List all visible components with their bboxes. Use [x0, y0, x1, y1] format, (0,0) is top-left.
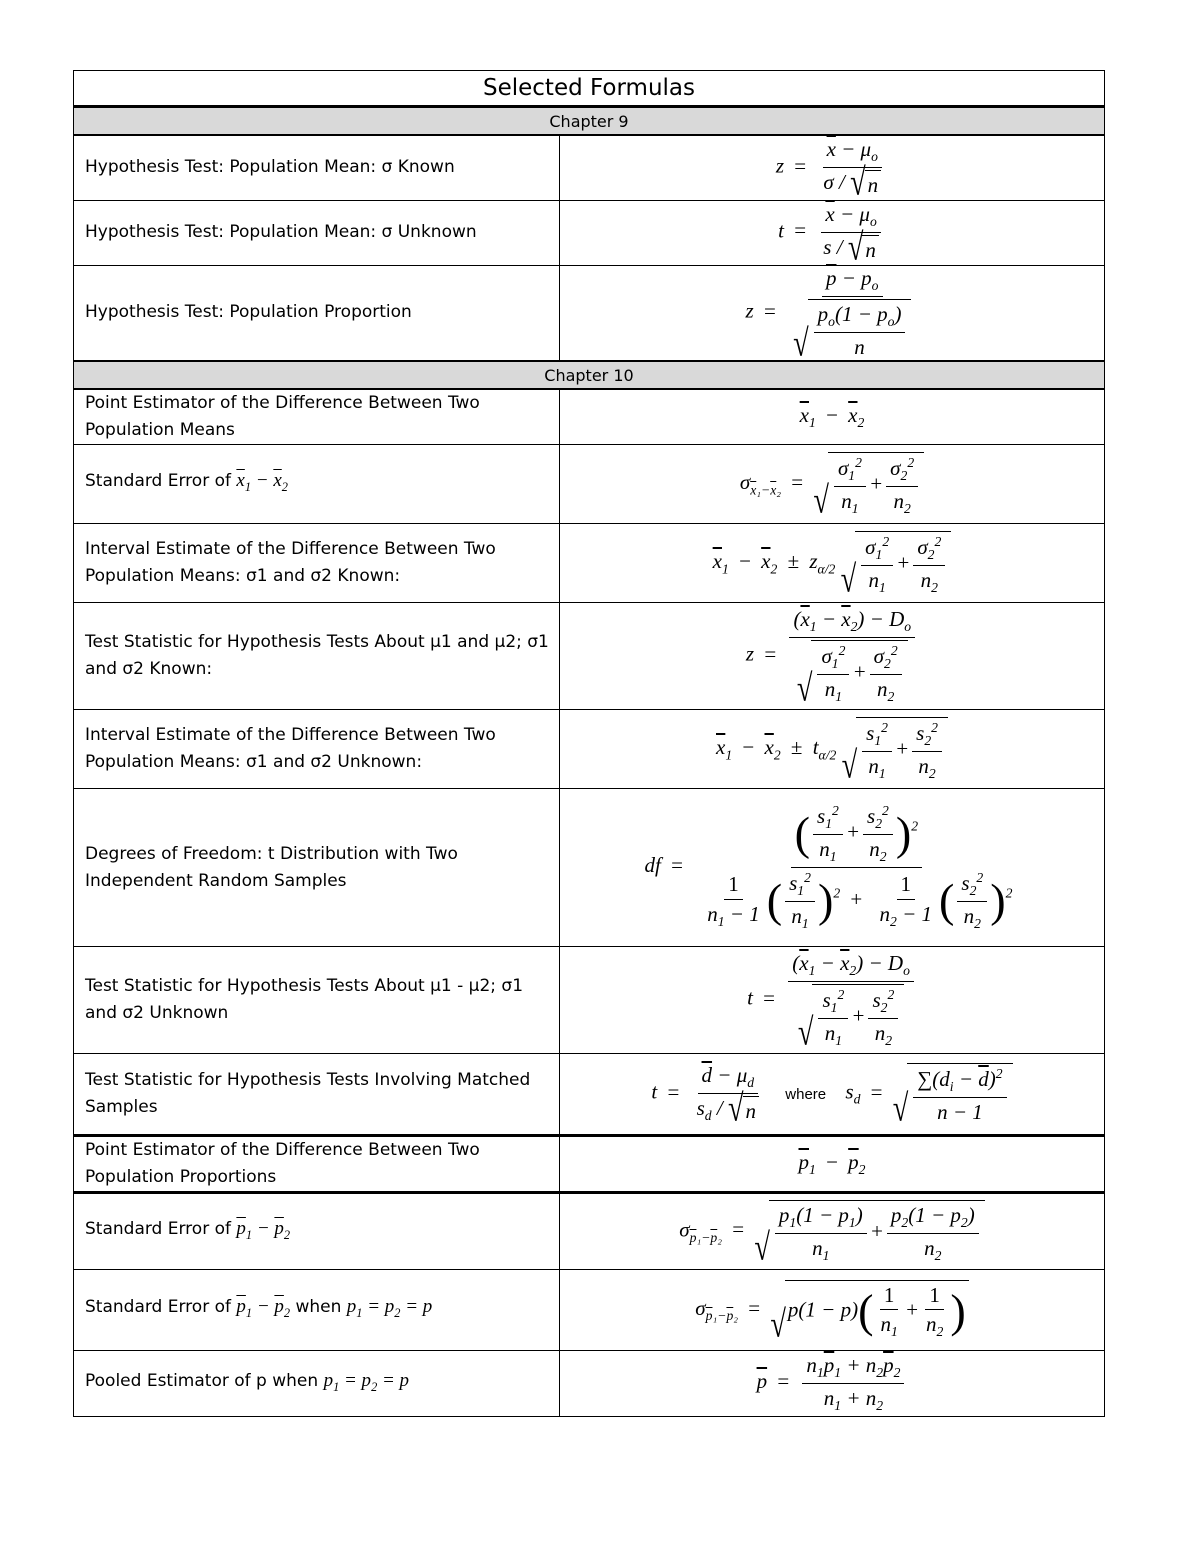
- chapter-10-heading: Chapter 10: [74, 361, 1105, 389]
- formula-t-mean-unknown: t = $\overline{x} - \mu_o$ s / √ n: [560, 200, 1105, 265]
- row-label-interval-known: Interval Estimate of the Difference Between Two Population Means: σ1 and σ2 Known:: [74, 524, 560, 603]
- formula-std-error-pooled: $\sigma_{\overline{p}_1-\overline{p}_2}$ = √ p(1 − p)( $\frac{1}{n_1}$ + $\frac{1}{n_2}$ ): [560, 1270, 1105, 1351]
- row-label-mean-sigma-known: Hypothesis Test: Population Mean: σ Known: [74, 135, 560, 200]
- page-title: Selected Formulas: [74, 71, 1105, 107]
- std-error-pooled-label-text: Standard Error of: [85, 1297, 231, 1318]
- formula-matched-samples: t = $\overline{d} - \mu_d$ $s_d$ / √ n where $s_d$ = √ $\frac{\sum(d_i - \overline{d})^2}{n - 1}$: [560, 1054, 1105, 1136]
- std-error-pooled-when-text: when: [295, 1297, 342, 1318]
- row-label-std-error-pooled: Standard Error of $\overline{p}_1 - \overline{p}_2$ when $p_1 = p_2 = p$: [74, 1270, 560, 1351]
- formula-std-error-proportions: $\sigma_{\overline{p}_1-\overline{p}_2}$ = √ $\frac{p_1(1 - p_1)}{n_1}$ + $\frac{p_2(1 - p_2)}{n_2}$: [560, 1193, 1105, 1270]
- formula-table: [73, 70, 1105, 1417]
- std-error-label-text: Standard Error of: [85, 471, 231, 492]
- pooled-estimator-label-text: Pooled Estimator of p when: [85, 1370, 319, 1391]
- row-label-pooled-estimator: Pooled Estimator of p when $p_1 = p_2 = p$: [74, 1351, 560, 1417]
- formula-point-estimator-means: $\overline{x}_1 - \overline{x}_2$: [560, 389, 1105, 445]
- row-label-degrees-freedom: Degrees of Freedom: t Distribution with Two Independent Random Samples: [74, 789, 560, 947]
- row-label-mean-sigma-unknown: Hypothesis Test: Population Mean: σ Unknown: [74, 200, 560, 265]
- formula-interval-known: $\overline{x}_1 - \overline{x}_2 \pm z_{\alpha/2}$ √ $\frac{\sigma_1^2}{n_1}$ + $\frac{\sigma_2^2}{n_2}$: [560, 524, 1105, 603]
- formula-interval-unknown: $\overline{x}_1 - \overline{x}_2 \pm t_{\alpha/2}$ √ $\frac{s_1^2}{n_1}$ + $\frac{s_2^2}{n_2}$: [560, 710, 1105, 789]
- formula-degrees-freedom: df = ( $\frac{s_1^2}{n_1}$ + $\frac{s_2^2}{n_2}$ )$^2$ $\frac{1}{n_1 - 1}$ ( $\frac{s_1^2}{n_1}$ )$^2$ + $\frac{1}{n_2 - 1}$ ( $\frac{s_2^2}{n_2}$ )$^2$: [560, 789, 1105, 947]
- row-label-point-estimator-proportions: Point Estimator of the Difference Between Two Population Proportions: [74, 1136, 560, 1193]
- formula-z-proportion: z = $\overline{p} - p_o$ √ $\frac{p_o(1 - p_o)}{n}$: [560, 265, 1105, 361]
- row-label-test-unknown: Test Statistic for Hypothesis Tests About μ1 - μ2; σ1 and σ2 Unknown: [74, 947, 560, 1054]
- row-label-std-error-means: Standard Error of $\overline{x}_1 - \overline{x}_2$: [74, 445, 560, 524]
- row-label-interval-unknown: Interval Estimate of the Difference Between Two Population Means: σ1 and σ2 Unknown:: [74, 710, 560, 789]
- row-label-point-estimator-means: Point Estimator of the Difference Between Two Population Means: [74, 389, 560, 445]
- chapter-9-heading: Chapter 9: [74, 107, 1105, 136]
- formula-std-error-means: $\sigma_{\overline{x}_1-\overline{x}_2}$ = √ $\frac{\sigma_1^2}{n_1}$ + $\frac{\sigma_2^2}{n_2}$: [560, 445, 1105, 524]
- where-word: where: [785, 1085, 827, 1103]
- formula-z-mean-known: z = $\overline{x} - \mu_o$ σ / √ n: [560, 135, 1105, 200]
- std-error-prop-label-text: Standard Error of: [85, 1218, 231, 1239]
- formula-test-known: z = $(\overline{x}_1 - \overline{x}_2) - D_o$ √ $\frac{\sigma_1^2}{n_1}$ + $\frac{\sigma_2^2}{n_2}$: [560, 603, 1105, 710]
- formula-point-estimator-proportions: $\overline{p}_1 - \overline{p}_2$: [560, 1136, 1105, 1193]
- row-label-std-error-proportions: Standard Error of $\overline{p}_1 - \overline{p}_2$: [74, 1193, 560, 1270]
- formula-test-unknown: t = $(\overline{x}_1 - \overline{x}_2) - D_o$ √ $\frac{s_1^2}{n_1}$ + $\frac{s_2^2}{n_2}$: [560, 947, 1105, 1054]
- formula-pooled-estimator: $\overline{p}$ = $\frac{n_1\overline{p}_1 + n_2\overline{p}_2}{n_1 + n_2}$: [560, 1351, 1105, 1417]
- row-label-proportion: Hypothesis Test: Population Proportion: [74, 265, 560, 361]
- row-label-test-known: Test Statistic for Hypothesis Tests About μ1 and μ2; σ1 and σ2 Known:: [74, 603, 560, 710]
- row-label-matched-samples: Test Statistic for Hypothesis Tests Involving Matched Samples: [74, 1054, 560, 1136]
- formula-sheet: [73, 70, 1104, 1417]
